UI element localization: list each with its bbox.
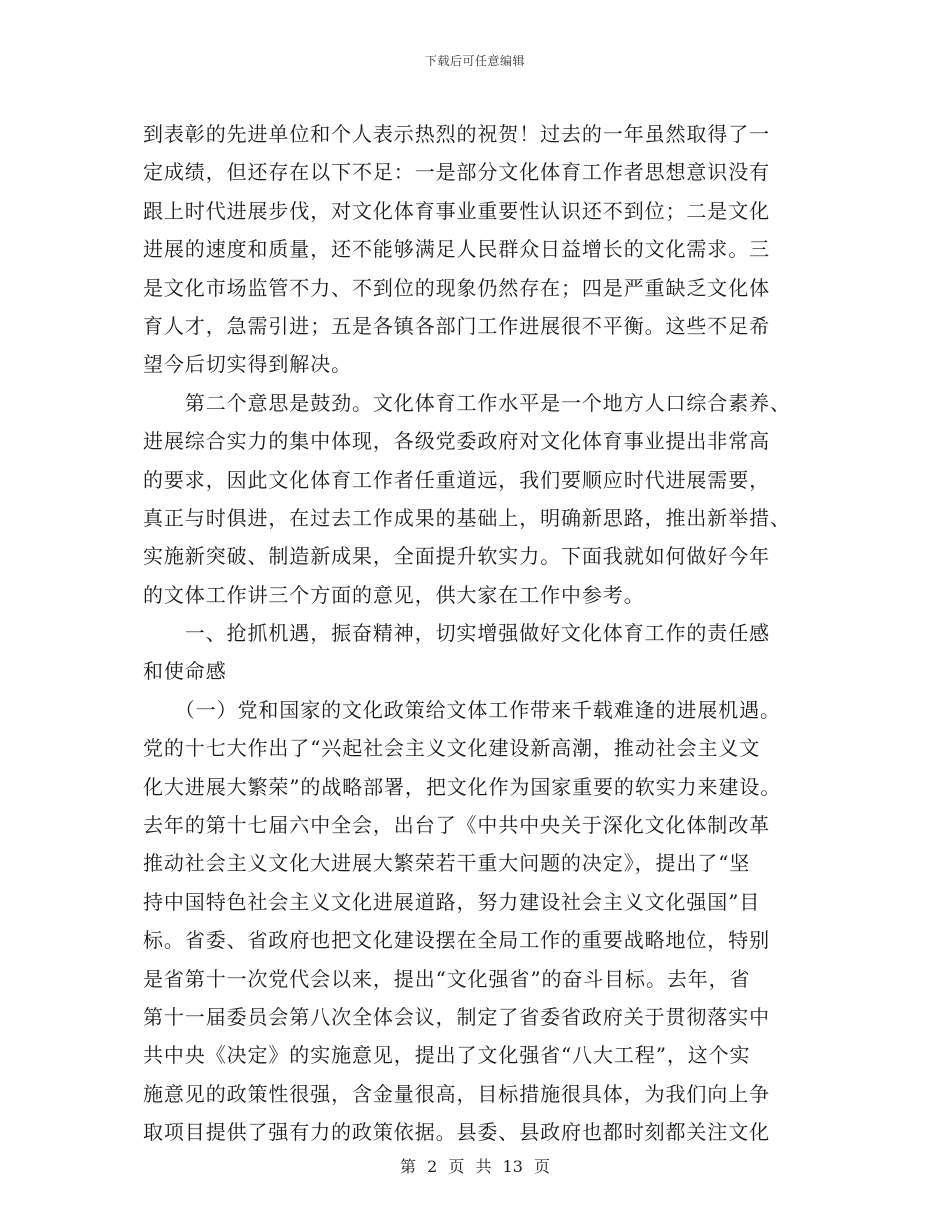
text-line: 是省第十一次党代会以来，提出“文化强省”的奋斗目标。去年，省 (143, 966, 751, 991)
text-line: 定成绩，但还存在以下不足：一是部分文化体育工作者思想意识没有 (143, 160, 770, 185)
page-number-footer: 第 2 页 共 13 页 (400, 1157, 550, 1176)
text-line: 实施新突破、制造新成果，全面提升软实力。下面我就如何做好今年 (143, 544, 770, 569)
page-header: 下载后可任意编辑 (424, 54, 525, 68)
subsection-heading-line: （一）党和国家的文化政策给文体工作带来千载难逢的进展机遇。 (143, 697, 781, 722)
text-line: 到表彰的先进单位和个人表示热烈的祝贺！过去的一年虽然取得了一 (143, 122, 770, 146)
body-text (143, 115, 815, 1152)
text-line: 的要求，因此文化体育工作者任重道远，我们要顺应时代进展需要， (143, 467, 770, 492)
text-line: 育人才，急需引进；五是各镇各部门工作进展很不平衡。这些不足希 (143, 313, 770, 338)
text-line: 标。省委、省政府也把文化建设摆在全局工作的重要战略地位，特别 (143, 928, 770, 953)
text-line: 进展综合实力的集中体现，各级党委政府对文化体育事业提出非常高 (143, 429, 770, 454)
text-line: 党的十七大作出了“兴起社会主义文化建设新高潮，推动社会主义文 (143, 736, 761, 761)
text-line: 是文化市场监管不力、不到位的现象仍然存在；四是严重缺乏文化体 (143, 275, 770, 300)
text-line: 去年的第十七届六中全会，出台了《中共中央关于深化文化体制改革 (143, 813, 770, 838)
text-line: 取项目提供了强有力的政策依据。县委、县政府也都时刻都关注文化 (143, 1120, 770, 1145)
text-line: 进展的速度和质量，还不能够满足人民群众日益增长的文化需求。三 (143, 237, 770, 262)
text-line: 第十一届委员会第八次全体会议，制定了省委省政府关于贯彻落实中 (143, 1004, 770, 1029)
text-line: 共中央《决定》的实施意见，提出了文化强省“八大工程”，这个实 (143, 1043, 751, 1068)
text-line: 化大进展大繁荣”的战略部署，把文化作为国家重要的软实力来建设。 (143, 774, 782, 799)
text-line: 推动社会主义文化大进展大繁荣若干重大问题的决定》，提出了“坚 (143, 851, 751, 876)
section-heading-line: 一、抢抓机遇，振奋精神，切实增强做好文化体育工作的责任感 (143, 621, 770, 646)
text-line: 真正与时俱进，在过去工作成果的基础上，明确新思路，推出新举措、 (143, 505, 791, 530)
text-line: 望今后切实得到解决。 (143, 352, 352, 377)
text-line: 施意见的政策性很强，含金量很高，目标措施很具体，为我们向上争 (143, 1081, 770, 1106)
section-heading-line: 和使命感 (143, 659, 227, 684)
text-line: 持中国特色社会主义文化进展道路，努力建设社会主义文化强国”目 (143, 889, 761, 914)
text-line: 跟上时代进展步伐，对文化体育事业重要性认识还不到位；二是文化 (143, 198, 770, 223)
text-line: 的文体工作讲三个方面的意见，供大家在工作中参考。 (143, 582, 645, 607)
text-line: 第二个意思是鼓劲。文化体育工作水平是一个地方人口综合素养、 (143, 390, 791, 415)
